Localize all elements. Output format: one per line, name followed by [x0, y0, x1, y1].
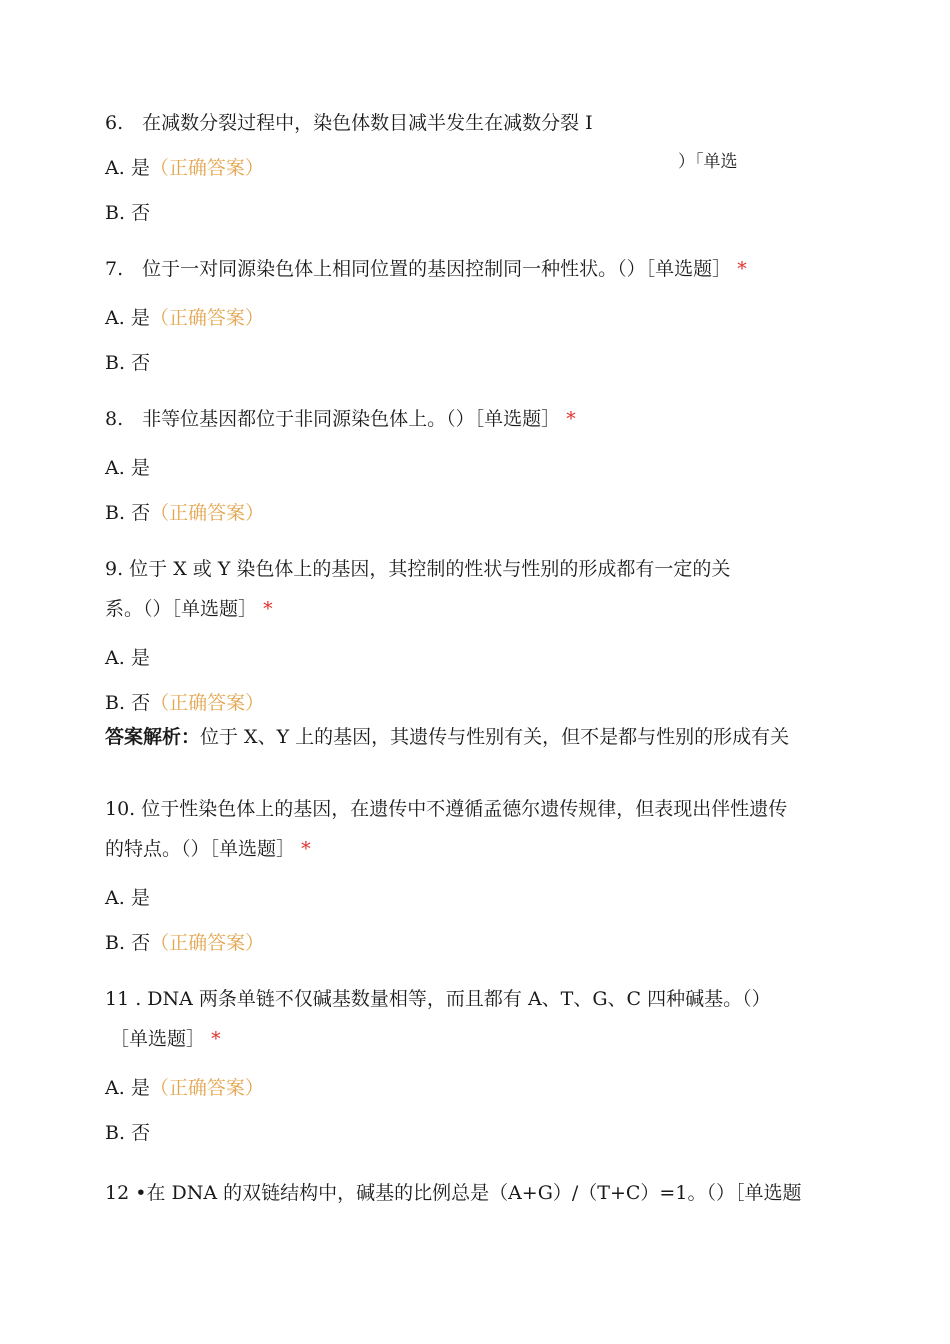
- question-11-text-line2: ［单选题］ *: [110, 1028, 221, 1050]
- question-6-option-a[interactable]: A. 是（正确答案）: [105, 157, 264, 179]
- question-11-option-b[interactable]: B. 否: [105, 1122, 151, 1144]
- question-10-text-line1: 10. 位于性染色体上的基因，在遗传中不遵循孟德尔遗传规律，但表现出伴性遗传: [105, 798, 788, 820]
- question-10-option-b[interactable]: B. 否（正确答案）: [105, 932, 265, 954]
- correct-answer-mark: （正确答案）: [149, 307, 264, 329]
- question-7-option-a[interactable]: A. 是（正确答案）: [105, 307, 264, 329]
- question-6-fragment: ）「单选: [678, 152, 738, 169]
- question-8-text: 8. 非等位基因都位于非同源染色体上。（）［单选题］ *: [105, 408, 576, 430]
- question-9-text-line2: 系。（）［单选题］ *: [105, 598, 273, 620]
- analysis-text: 位于 X、Y 上的基因，其遗传与性别有关，但不是都与性别的形成有关: [200, 726, 790, 748]
- question-7-option-b[interactable]: B. 否: [105, 352, 151, 374]
- correct-answer-mark: （正确答案）: [150, 692, 265, 714]
- question-9-option-b[interactable]: B. 否（正确答案）: [105, 692, 265, 714]
- question-11-text-line1: 11 . DNA 两条单链不仅碱基数量相等，而且都有 A、T、G、C 四种碱基。（）: [105, 988, 771, 1010]
- question-8-option-a[interactable]: A. 是: [105, 457, 150, 479]
- question-12-text-line1: 12 •在 DNA 的双链结构中，碱基的比例总是（A+G）/（T+C）=1。（）［单选题: [105, 1182, 802, 1204]
- question-7-text: 7. 位于一对同源染色体上相同位置的基因控制同一种性状。（）［单选题］ *: [105, 258, 747, 280]
- required-star: *: [737, 258, 747, 280]
- question-6-option-b[interactable]: B. 否: [105, 202, 151, 224]
- required-star: *: [566, 408, 576, 430]
- required-star: *: [211, 1028, 221, 1050]
- correct-answer-mark: （正确答案）: [150, 502, 265, 524]
- question-11-option-a[interactable]: A. 是（正确答案）: [105, 1077, 264, 1099]
- correct-answer-mark: （正确答案）: [150, 932, 265, 954]
- analysis-label: 答案解析：: [105, 726, 201, 748]
- question-8-option-b[interactable]: B. 否（正确答案）: [105, 502, 265, 524]
- question-10-option-a[interactable]: A. 是: [105, 887, 150, 909]
- correct-answer-mark: （正确答案）: [149, 1077, 264, 1099]
- correct-answer-mark: （正确答案）: [149, 157, 264, 179]
- question-10-text-line2: 的特点。（）［单选题］ *: [105, 838, 311, 860]
- question-6-text: 6. 在减数分裂过程中，染色体数目减半发生在减数分裂 I: [105, 112, 593, 134]
- question-9-option-a[interactable]: A. 是: [105, 647, 150, 669]
- required-star: *: [301, 838, 311, 860]
- answer-analysis: [105, 725, 789, 749]
- required-star: *: [263, 598, 273, 620]
- question-9-text-line1: 9. 位于 X 或 Y 染色体上的基因，其控制的性状与性别的形成都有一定的关: [105, 558, 731, 580]
